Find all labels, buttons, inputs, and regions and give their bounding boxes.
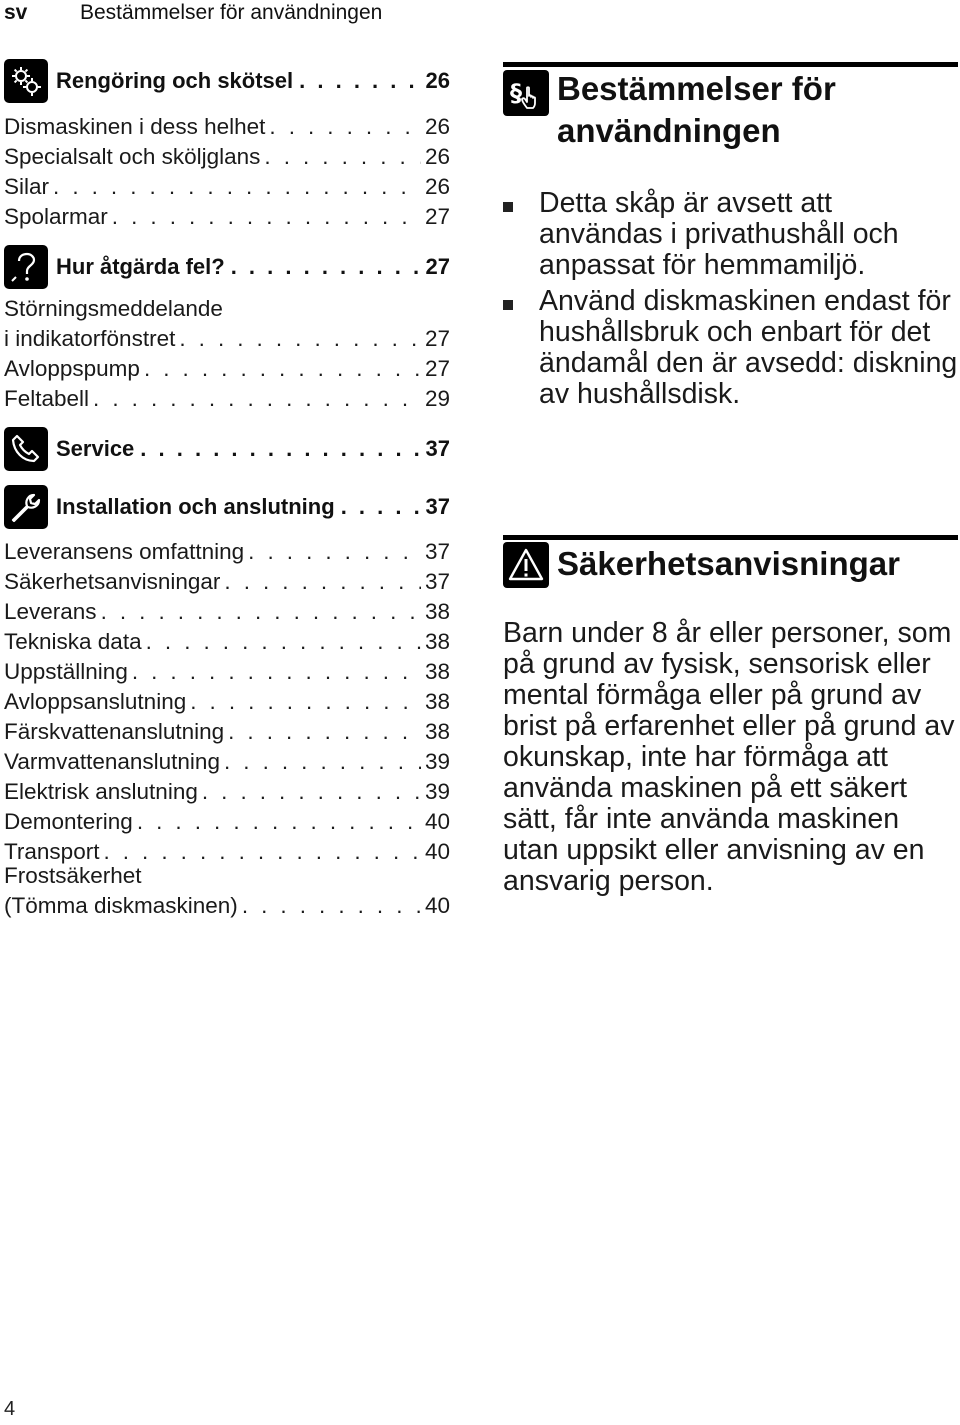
toc-item-label: Uppställning xyxy=(4,659,128,684)
question-icon xyxy=(4,245,48,289)
warning-icon xyxy=(503,542,549,588)
toc-item[interactable] xyxy=(4,595,450,625)
toc-item-label: Transport xyxy=(4,839,100,864)
toc-item[interactable] xyxy=(4,625,450,655)
toc-item-label: Dismaskinen i dess helhet xyxy=(4,114,266,139)
toc-section-label: Service xyxy=(56,436,135,461)
toc-page-number: 39 xyxy=(424,779,450,804)
toc-section-installation[interactable] xyxy=(4,484,452,530)
toc-item[interactable] xyxy=(4,110,450,140)
toc-item-label: Leverans xyxy=(4,599,97,624)
toc-page-number: 27 xyxy=(424,204,450,229)
dot-leader xyxy=(103,839,421,865)
bullet-square xyxy=(503,300,513,310)
toc-page-number: 40 xyxy=(424,893,450,918)
dot-leader xyxy=(231,254,420,280)
toc-page-number: 38 xyxy=(424,719,450,744)
toc-item-label-line1: Frostsäkerhet xyxy=(4,863,142,888)
toc-item-label-line1: Störningsmeddelande xyxy=(4,296,223,321)
toc-page-number: 38 xyxy=(424,659,450,684)
dot-leader xyxy=(112,204,421,230)
toc-page-number: 27 xyxy=(424,326,450,351)
toc-page-number: 40 xyxy=(424,839,450,864)
toc-item-label: Tekniska data xyxy=(4,629,142,654)
dot-leader xyxy=(144,356,421,382)
toc-section-service[interactable] xyxy=(4,426,452,472)
dot-leader xyxy=(224,569,421,595)
dot-leader xyxy=(228,719,421,745)
dot-leader xyxy=(242,893,421,919)
toc-item[interactable] xyxy=(4,863,450,919)
dot-leader xyxy=(137,809,421,835)
toc-page-number: 38 xyxy=(424,599,450,624)
toc-page-number: 27 xyxy=(425,254,450,279)
toc-item-label: Spolarmar xyxy=(4,204,108,229)
toc-section-troubleshooting[interactable] xyxy=(4,244,452,290)
section-title xyxy=(557,68,836,152)
toc-page-number: 38 xyxy=(424,689,450,714)
toc-page-number: 37 xyxy=(424,569,450,594)
toc-item-label: Varmvattenanslutning xyxy=(4,749,220,774)
toc-item-label: i indikatorfönstret xyxy=(4,326,176,351)
toc-item[interactable] xyxy=(4,352,450,382)
toc-item[interactable] xyxy=(4,775,450,805)
dot-leader xyxy=(248,539,421,565)
dot-leader xyxy=(140,436,419,462)
list-item xyxy=(503,286,958,410)
toc-section-label: Installation och anslutning xyxy=(56,494,335,519)
toc-page-number: 38 xyxy=(424,629,450,654)
toc-item[interactable] xyxy=(4,170,450,200)
toc-page-number: 37 xyxy=(425,494,450,519)
toc-section-label: Hur åtgärda fel? xyxy=(56,254,225,279)
section-title-line1: Bestämmelser för xyxy=(557,70,836,107)
toc-page-number: 27 xyxy=(424,356,450,381)
toc-page-number: 40 xyxy=(424,809,450,834)
toc-page-number: 29 xyxy=(424,386,450,411)
section-rule xyxy=(503,535,958,540)
list-item xyxy=(503,188,958,281)
toc-section-cleaning[interactable] xyxy=(4,58,452,104)
svg-text:§: § xyxy=(510,79,522,107)
dot-leader xyxy=(299,68,419,94)
toc-page-number: 26 xyxy=(425,68,450,93)
toc-item[interactable] xyxy=(4,296,450,352)
toc-item-label: Demontering xyxy=(4,809,133,834)
dot-leader xyxy=(224,749,421,775)
dot-leader xyxy=(101,599,421,625)
gears-icon xyxy=(4,59,48,103)
section-title: Säkerhetsanvisningar xyxy=(557,545,900,582)
dot-leader xyxy=(132,659,421,685)
toc-item[interactable] xyxy=(4,835,450,865)
toc-item[interactable] xyxy=(4,745,450,775)
toc-page-number: 26 xyxy=(424,144,450,169)
toc-page-number: 39 xyxy=(424,749,450,774)
dot-leader xyxy=(264,144,421,170)
wrench-icon xyxy=(4,485,48,529)
dot-leader xyxy=(146,629,421,655)
toc-section-label: Rengöring och skötsel xyxy=(56,68,294,93)
dot-leader xyxy=(53,174,421,200)
toc-item[interactable] xyxy=(4,200,450,230)
toc-item-label: Specialsalt och sköljglans xyxy=(4,144,261,169)
dot-leader xyxy=(190,689,421,715)
page-number: 4 xyxy=(4,1398,16,1420)
toc-item-label: Silar xyxy=(4,174,50,199)
toc-item-label: Leveransens omfattning xyxy=(4,539,245,564)
toc-item[interactable] xyxy=(4,655,450,685)
list-item-text: Använd diskmaskinen endast för hushållsbruk och enbart för det ändamål den är avsedd: diskning av hushållsdisk. xyxy=(539,285,958,410)
toc-item-label: Avloppspump xyxy=(4,356,140,381)
section-rule xyxy=(503,62,958,67)
toc-item[interactable] xyxy=(4,805,450,835)
toc-page-number: 26 xyxy=(424,174,450,199)
toc-item[interactable] xyxy=(4,565,450,595)
toc-item[interactable] xyxy=(4,715,450,745)
toc-item-label: Färskvattenanslutning xyxy=(4,719,225,744)
dot-leader xyxy=(341,494,420,520)
toc-item[interactable] xyxy=(4,382,450,412)
phone-icon xyxy=(4,427,48,471)
toc-item-label: Elektrisk anslutning xyxy=(4,779,198,804)
toc-item[interactable] xyxy=(4,535,450,565)
safety-paragraph: Barn under 8 år eller personer, som på grund av fysisk, sensorisk eller mental förmåga eller på grund av brist på erfarenhet eller på grund av okunskap, inte har förmåga att använda maskinen på ett säkert sätt, får inte använda maskinen utan uppsikt eller anvisning av en ansvarig person. xyxy=(503,617,955,897)
paragraph-hand-icon xyxy=(503,70,549,116)
usage-bullet-list xyxy=(503,188,958,415)
dot-leader xyxy=(93,386,421,412)
bullet-square xyxy=(503,202,513,212)
dot-leader xyxy=(202,779,421,805)
toc-item-label: Avloppsanslutning xyxy=(4,689,187,714)
toc-item-label: Säkerhetsanvisningar xyxy=(4,569,221,594)
running-header-title: Bestämmelser för användningen xyxy=(80,1,383,24)
toc-page-number: 37 xyxy=(425,436,450,461)
dot-leader xyxy=(269,114,421,140)
language-code: sv xyxy=(4,1,28,24)
toc-item[interactable] xyxy=(4,685,450,715)
section-title-line2: användningen xyxy=(557,112,781,149)
toc-page-number: 37 xyxy=(424,539,450,564)
dot-leader xyxy=(179,326,421,352)
toc-item[interactable] xyxy=(4,140,450,170)
toc-item-label: Feltabell xyxy=(4,386,90,411)
toc-item-label: (Tömma diskmaskinen) xyxy=(4,893,238,918)
list-item-text: Detta skåp är avsett att användas i privathushåll och anpassat för hemmamiljö. xyxy=(539,187,899,281)
toc-page-number: 26 xyxy=(424,114,450,139)
